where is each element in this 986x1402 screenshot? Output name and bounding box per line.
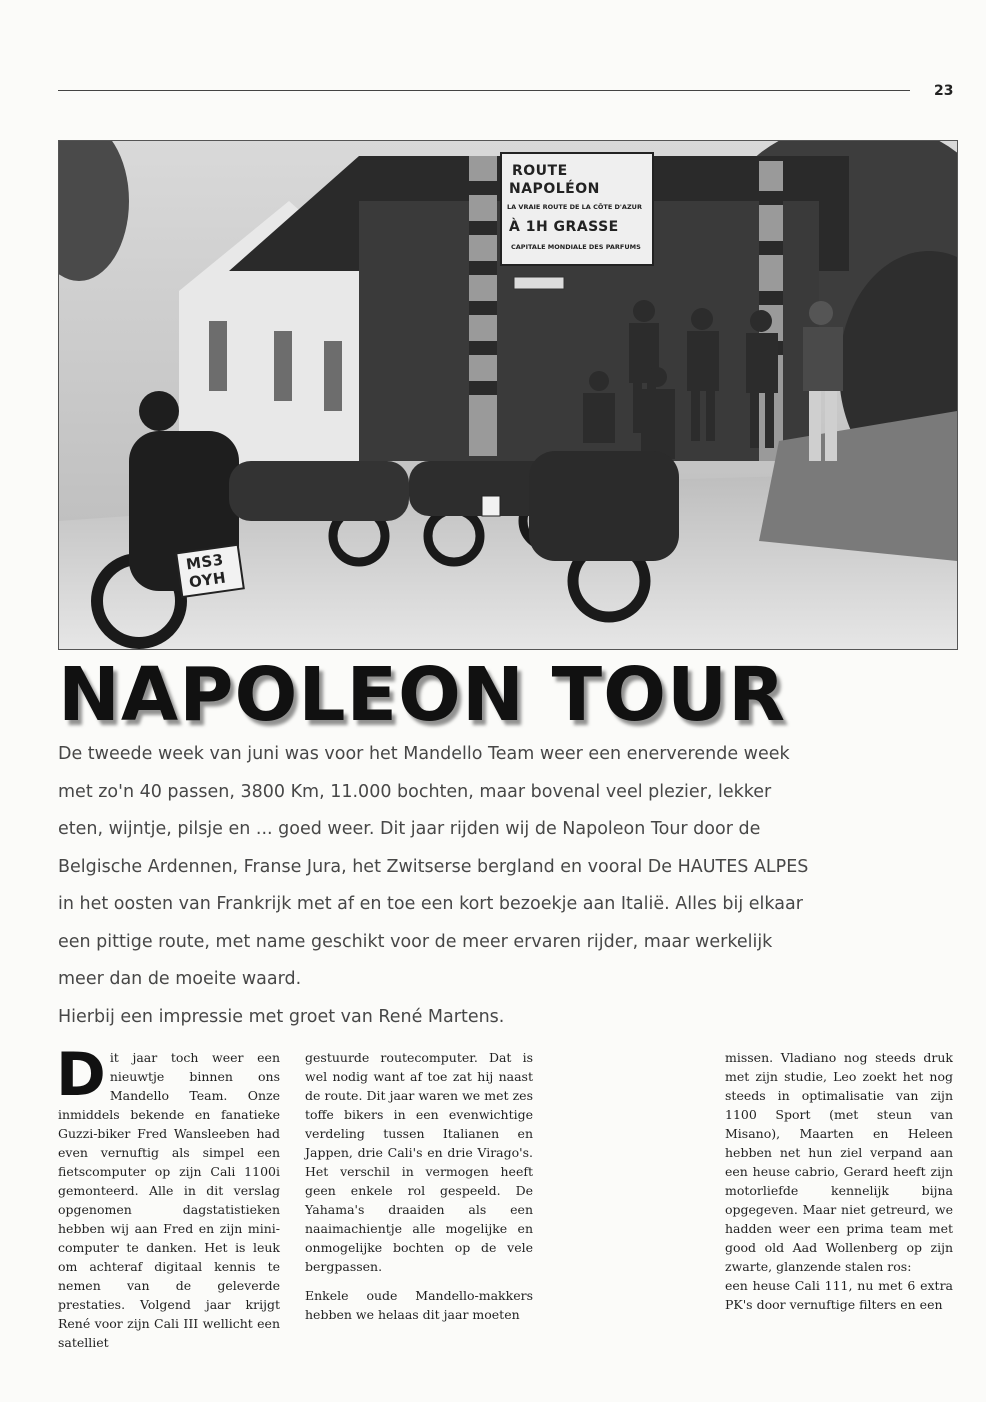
header-rule [58, 90, 910, 91]
sign-line-vraie-route: LA VRAIE ROUTE DE LA CÔTE D'AZUR [507, 203, 642, 211]
sign-line-route: ROUTE [512, 163, 568, 179]
sign-line-napoleon: NAPOLÉON [509, 181, 600, 197]
page-number: 23 [934, 83, 954, 99]
sign-line-capitale: CAPITALE MONDIALE DES PARFUMS [511, 243, 641, 251]
col2-paragraph-1: gestuurde routecomputer. Dat is wel nodig want af toe zat hij naast de route. Dit jaar waren we met zes toffe bikers in een evenwichtige verdeling tussen Italianen en Jappen, drie Cali's en drie Virago's. Het verschil in vermogen heeft geen enkele rol gespeeld. De Yahama's draaiden als een naaimachientje alle mogelijke en onmogelijke bochten op de vele bergpassen. [305, 1050, 533, 1274]
col1-paragraph: it jaar toch weer een nieuwtje binnen ons Mandello Team. Onze inmiddels bekende en fanatieke Guzzi-biker Fred Wansleeben had even vernuftig als simpel een fietscomputer op zijn Cali 1100i gemonteerd. Alle in dit verslag opgenomen dagstatistieken hebben wij aan Fred en zijn mini-computer te danken. Het is leuk om achteraf digitaal kennis te nemen van de geleverde prestaties. Volgend jaar krijgt René voor zijn Cali III wellicht een satelliet [58, 1050, 280, 1350]
col3-paragraph-2: een heuse Cali 111, nu met 6 extra PK's door vernuftige filters en een [725, 1278, 953, 1312]
drop-cap: D [56, 1040, 106, 1110]
license-plate-line2: OYH [187, 568, 228, 592]
sign-line-grasse: À 1H GRASSE [509, 219, 619, 235]
body-column-1 [56, 1040, 280, 1352]
intro-text: De tweede week van juni was voor het Mandello Team weer een enerverende week met zo'n 40 passen, 3800 Km, 11.000 bochten, maar bovenal veel plezier, lekker eten, wijntje, pilsje en ... goed weer. Dit jaar rijden wij de Napoleon Tour door de Belgische Ardennen, Franse Jura, het Zwitserse bergland en vooral De HAUTES ALPES in het oosten van Frankrijk met af en toe een kort bezoekje aan Italië. Alles bij elkaar een pittige route, met name geschikt voor de meer ervaren rijder, maar werkelijk meer dan de moeite waard. [58, 744, 809, 989]
col2-paragraph-2: Enkele oude Mandello-makkers hebben we helaas dit jaar moeten [305, 1288, 533, 1322]
body-column-2 [305, 1048, 533, 1324]
article-title: NAPOLEON TOUR [58, 652, 787, 738]
license-plate-line1: MS3 [184, 550, 225, 574]
body-column-3 [725, 1048, 953, 1314]
article-intro [58, 736, 818, 1036]
photo-route-napoleon [58, 140, 958, 650]
intro-signoff: Hierbij een impressie met groet van René Martens. [58, 1006, 505, 1027]
col3-paragraph-1: missen. Vladiano nog steeds druk met zijn studie, Leo zoekt het nog steeds in optimalisatie van zijn 1100 Sport (met steun van Misano), Maarten en Heleen hebben net hun ziel verpand aan een heuse cabrio, Gerard heeft zijn motorliefde kennelijk bijna opgegeven. Maar niet getreurd, we hadden weer een prima team met good old Aad Wollenberg op zijn zwarte, glanzende stalen ros: [725, 1050, 953, 1274]
